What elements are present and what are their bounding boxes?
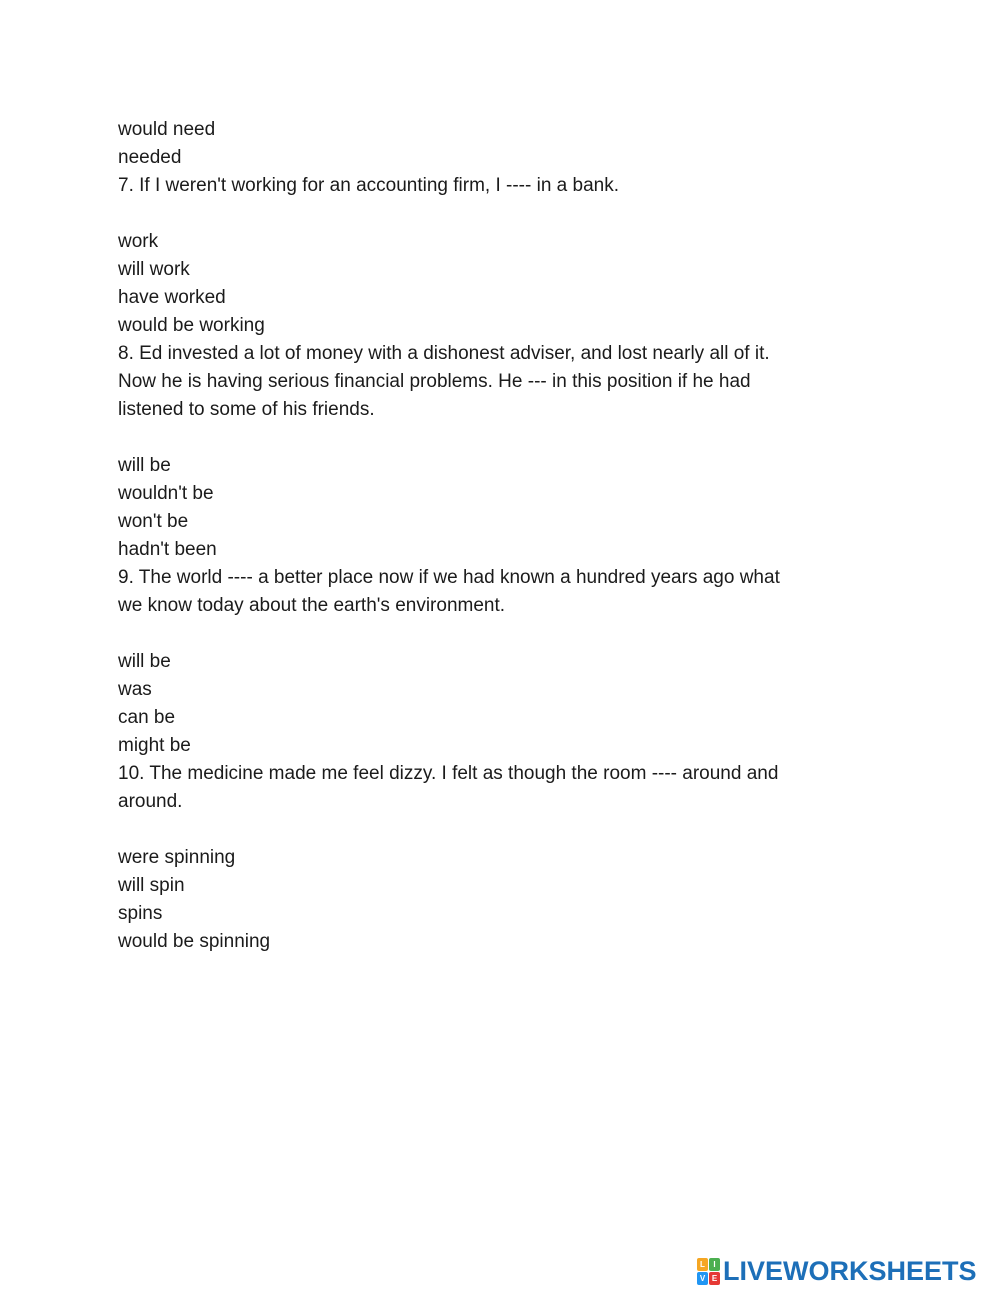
options-list bbox=[118, 228, 878, 340]
options-list bbox=[118, 844, 878, 956]
option-item[interactable]: spins bbox=[118, 903, 163, 924]
option-item[interactable]: were spinning bbox=[118, 847, 236, 868]
options-list bbox=[118, 648, 878, 760]
liveworksheets-logo bbox=[697, 1254, 977, 1288]
option-item[interactable]: needed bbox=[118, 147, 182, 168]
question-text: 7. If I weren't working for an accounting firm, I ---- in a bank. bbox=[118, 175, 619, 196]
question-8 bbox=[118, 340, 878, 564]
logo-mark-letter: L bbox=[697, 1258, 708, 1271]
option-item[interactable]: will spin bbox=[118, 875, 185, 896]
logo-mark-letter: I bbox=[709, 1258, 720, 1271]
logo-mark-letter: V bbox=[697, 1272, 708, 1285]
option-item[interactable]: will work bbox=[118, 259, 190, 280]
logo-mark-icon bbox=[697, 1258, 719, 1284]
option-item[interactable]: would be spinning bbox=[118, 931, 271, 952]
option-item[interactable]: have worked bbox=[118, 287, 226, 308]
option-item[interactable]: will be bbox=[118, 651, 171, 672]
option-item[interactable]: would need bbox=[118, 119, 216, 140]
logo-mark-letter: E bbox=[709, 1272, 720, 1285]
worksheet-page bbox=[118, 116, 878, 956]
question-10 bbox=[118, 760, 878, 956]
question-text: around. bbox=[118, 791, 183, 812]
question-9 bbox=[118, 564, 878, 760]
option-item[interactable]: hadn't been bbox=[118, 539, 217, 560]
question-7 bbox=[118, 172, 878, 340]
option-item[interactable]: won't be bbox=[118, 511, 189, 532]
option-item[interactable]: will be bbox=[118, 455, 171, 476]
options-list bbox=[118, 452, 878, 564]
question-text: 8. Ed invested a lot of money with a dishonest adviser, and lost nearly all of it. bbox=[118, 343, 770, 364]
option-item[interactable]: wouldn't be bbox=[118, 483, 214, 504]
logo-text: LIVEWORKSHEETS bbox=[723, 1255, 977, 1286]
question-text: 10. The medicine made me feel dizzy. I felt as though the room ---- around and bbox=[118, 763, 779, 784]
option-item[interactable]: might be bbox=[118, 735, 191, 756]
option-item[interactable]: work bbox=[118, 231, 159, 252]
option-item[interactable]: would be working bbox=[118, 315, 265, 336]
question-text: Now he is having serious financial problems. He --- in this position if he had bbox=[118, 371, 751, 392]
option-item[interactable]: can be bbox=[118, 707, 176, 728]
option-item[interactable]: was bbox=[118, 679, 152, 700]
question-text: we know today about the earth's environment. bbox=[118, 595, 506, 616]
question-text: listened to some of his friends. bbox=[118, 399, 375, 420]
question-text: 9. The world ---- a better place now if we had known a hundred years ago what bbox=[118, 567, 780, 588]
